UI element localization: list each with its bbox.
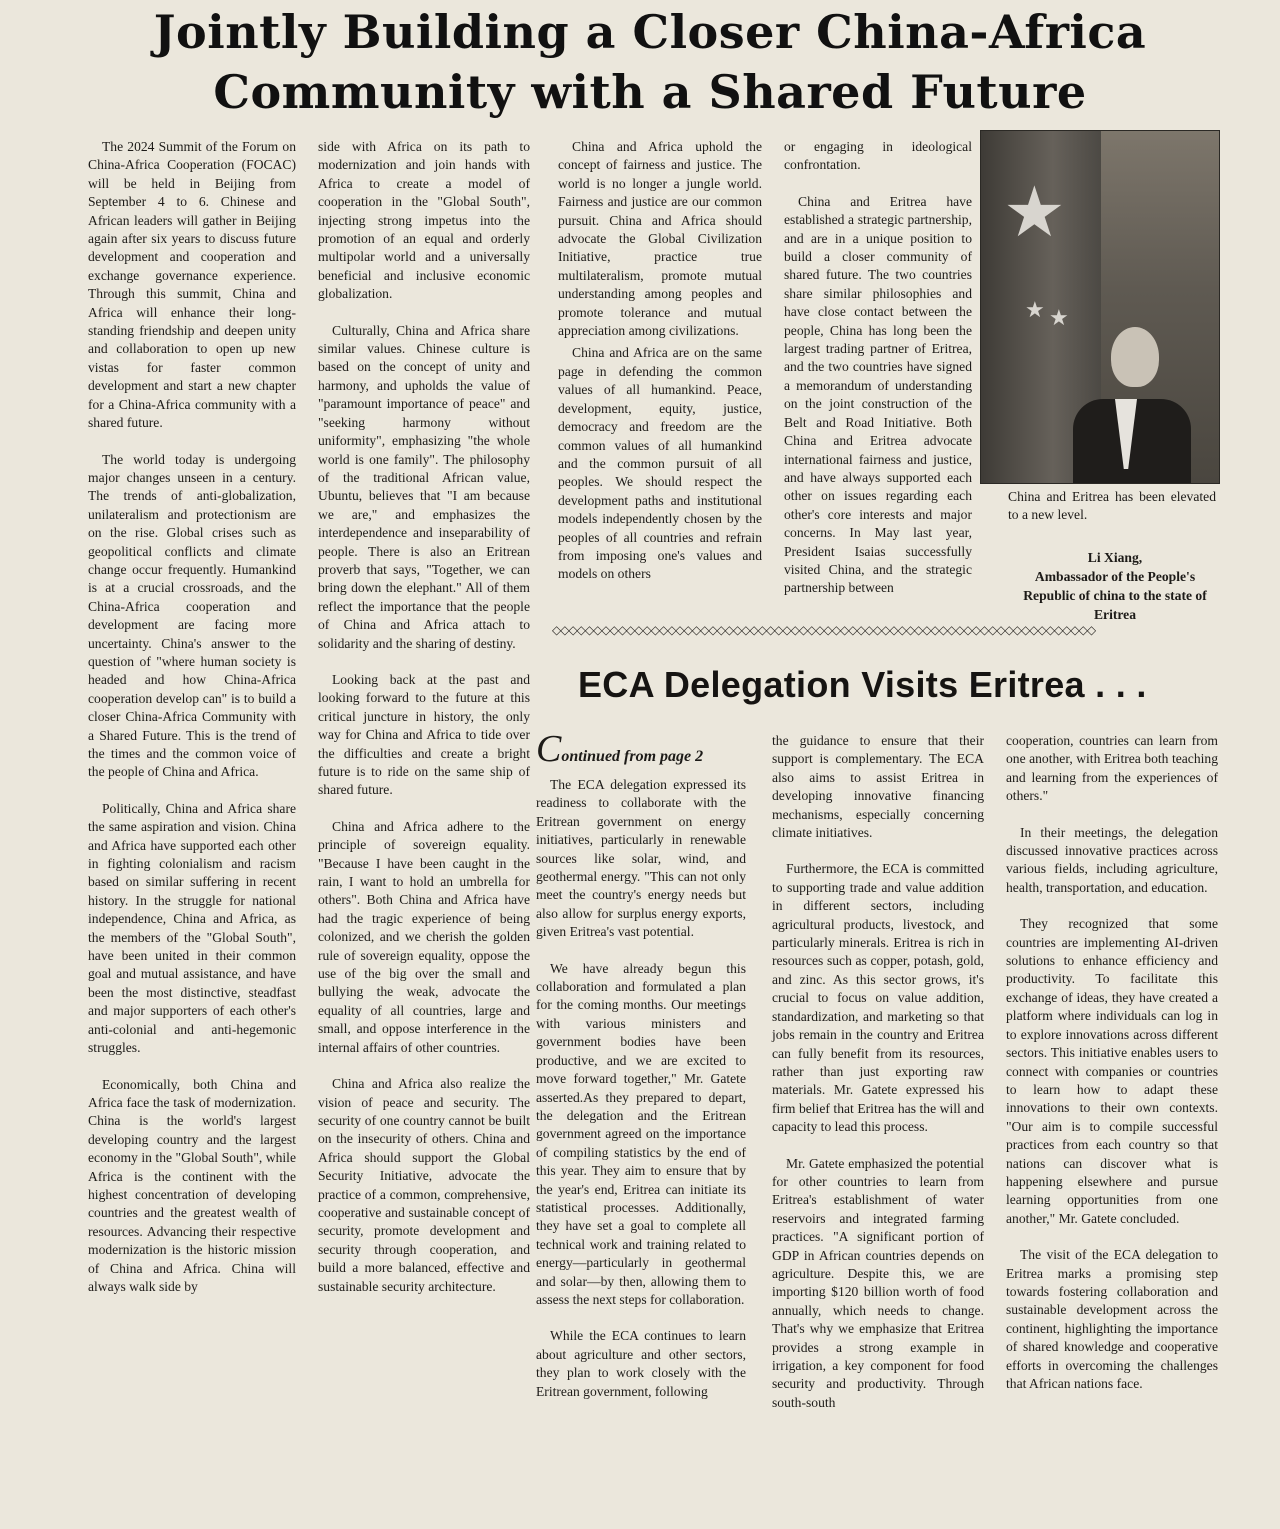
paragraph: Looking back at the past and looking forward to the future at this critical juncture in history, the only way for China and Africa to tide over the difficulties and create a bright future is to ride on the same ship of shared future. <box>318 671 530 798</box>
article1-column-4 <box>784 138 972 598</box>
flag-star-icon: ★ <box>1025 297 1045 322</box>
article1-column-3 <box>558 138 762 584</box>
article2-headline: ECA Delegation Visits Eritrea . . . <box>578 664 1147 705</box>
paragraph: Economically, both China and Africa face the task of modernization. China is the world's largest developing country and the largest economy in the "Global South", while Africa is the continent with the highest concentration of developing countries and the greatest wealth of resources. Advancing their respective modernization is the historic mission of China and Africa. China will always walk side by <box>88 1076 296 1294</box>
article2-column-3 <box>1006 732 1218 1393</box>
paragraph: the guidance to ensure that their support is complementary. The ECA also aims to assist Eritrea in developing innovative financing mechanisms, especially concerning climate initiatives. <box>772 733 984 841</box>
article1-column-1 <box>88 138 296 1296</box>
paragraph: The 2024 Summit of the Forum on China-Africa Cooperation (FOCAC) will be held in Beijing from September 4 to 6. Chinese and African leaders will gather in Beijing again after six years to discuss future development and cooperation and exchange governance experience. Through this summit, China and Africa will enhance their long-standing friendship and deepen unity and collaboration to open up new vistas for faster common development and start a new chapter for a China-Africa community with a shared future. <box>88 139 296 431</box>
paragraph: cooperation, countries can learn from one another, with Eritrea both teaching and learning from the experiences of others." <box>1006 733 1218 804</box>
flag-star-icon: ★ <box>1049 305 1069 330</box>
paragraph: Mr. Gatete emphasized the potential for other countries to learn from Eritrea's establishment of water reservoirs and integrated farming practices. "A significant portion of GDP in African countries depends on agriculture. Despite this, we are importing $120 billion worth of food annually, which needs to change. That's why we emphasize that Eritrea provides a strong example in irrigation, a key component for food security and productivity. Through south-south <box>772 1155 984 1410</box>
paragraph: The world today is undergoing major changes unseen in a century. The trends of anti-globalization, unilateralism and protectionism are on the rise. Global crises such as geopolitical conflicts and climate change occur frequently. Humankind is at a crucial crossroads, and the China-Africa cooperation and development are facing more uncertainty. China's answer to the question of "where human society is headed and how China-Africa cooperation develop can" is to build a closer China-Africa Community with a Shared Future. This is the trend of the times and the common voice of the people of China and Africa. <box>88 451 296 780</box>
paragraph: Furthermore, the ECA is committed to supporting trade and value addition in different sectors, including agricultural products, livestock, and particularly minerals. Eritrea is rich in resources such as copper, potash, gold, and zinc. As this sector grows, it's crucial to focus on value addition, standardization, and marketing so that jobs remain in the country and Eritrea can fully benefit from its resources, rather than just exporting raw materials. Mr. Gatete expressed his firm belief that Eritrea has the will and capacity to lead this process. <box>772 861 984 1135</box>
paragraph: Politically, China and Africa share the same aspiration and vision. China and Africa have supported each other in fighting colonialism and racism based on similar suffering in recent history. In the struggle for national independence, China and Africa, as the members of the "Global South", have been united in their common goal and mutual assistance, and have been the most distinctive, steadfast and major supporters of each other's anti-colonial and anti-hegemonic struggles. <box>88 800 296 1056</box>
paragraph: In their meetings, the delegation discussed innovative practices across various fields, including agriculture, health, transportation, and education. <box>1006 824 1218 895</box>
flag-star-icon: ★ <box>1003 175 1066 252</box>
article1-column-2 <box>318 138 530 1296</box>
paragraph: The visit of the ECA delegation to Eritrea marks a promising step towards fostering collaboration and sustainable development across the continent, highlighting the importance of shared knowledge and cooperative efforts in overcoming the challenges that African nations face. <box>1006 1247 1218 1391</box>
article2-column-1 <box>536 728 746 1401</box>
person-head <box>1111 327 1159 387</box>
paragraph: China and Africa also realize the vision of peace and security. The security of one country cannot be built on the insecurity of others. China and Africa should support the Global Security Initiative, advocate the practice of a common, comprehensive, cooperative and sustainable concept of security, promote development and security through cooperation, and build a more balanced, effective and sustainable security architecture. <box>318 1076 530 1294</box>
paragraph: While the ECA continues to learn about agriculture and other sectors, they plan to work closely with the Eritrean government, following <box>536 1328 746 1399</box>
section-divider: ◇◇◇◇◇◇◇◇◇◇◇◇◇◇◇◇◇◇◇◇◇◇◇◇◇◇◇◇◇◇◇◇◇◇◇◇◇◇◇◇◇◇◇◇◇◇◇◇◇◇◇◇◇◇◇◇◇◇◇◇◇◇◇◇◇◇ <box>552 624 1096 636</box>
paragraph: We have already begun this collaboration and formulated a plan for the coming months. Our meetings with various ministers and government bodies have been productive, and we are excited to move forward together," Mr. Gatete asserted.As they prepared to depart, the delegation and the Eritrean government agreed on the importance of compiling statistics by the end of this year. They aim to ensure that by the year's end, Eritrea can initiate its statistical processes. Additionally, they have set a goal to complete all technical work and training related to energy—particularly in geothermal and solar—by then, allowing them to assess the next steps for collaboration. <box>536 960 746 1307</box>
paragraph: China and Eritrea have established a strategic partnership, and are in a unique position to build a closer community of shared future. The two countries share similar philosophies and have close contact between the people, China has long been the largest trading partner of Eritrea, and the two countries have signed a memorandum of understanding on the joint construction of the Belt and Road Initiative. Both China and Eritrea advocate international fairness and justice, and have always supported each other on issues regarding each other's core interests and major concerns. In May last year, President Isaias successfully visited China, and the strategic partnership between <box>784 193 972 596</box>
headline-line-2: Community with a Shared Future <box>213 65 1087 119</box>
author-signature <box>1010 548 1220 624</box>
ambassador-photo <box>980 130 1220 484</box>
continued-from-label: Continued from page 2 <box>536 728 704 770</box>
headline-line-1: Jointly Building a Closer China-Africa <box>153 5 1147 59</box>
paragraph: side with Africa on its path to modernization and join hands with Africa to create a model of cooperation in the "Global South", injecting strong impetus into the promotion of an equal and orderly multipolar world and a universally beneficial and inclusive economic globalization. <box>318 139 530 302</box>
paragraph: Culturally, China and Africa share similar values. Chinese culture is based on the concept of unity and harmony, and upholds the value of "paramount importance of peace" and "seeking harmony without uniformity", emphasizing "the whole world is one family". The philosophy of the traditional African value, Ubuntu, believes that "I am because we are," and emphasizes the interdependence and inseparability of people. There is also an Eritrean proverb that says, "Together, we can bring down the elephant." All of them reflect the importance that the people of China and Africa attach to solidarity and the sharing of destiny. <box>318 322 530 651</box>
article2-column-2 <box>772 732 984 1412</box>
paragraph: They recognized that some countries are implementing AI-driven solutions to enhance efficiency and productivity. To facilitate this exchange of ideas, they have created a platform where individuals can log in to explore innovations across different sectors. This initiative enables users to connect with companies or countries to learn how to adapt these innovations to their own contexts. "Our aim is to compile successful practices from each country so that nations can discover what is happening elsewhere and pursue learning opportunities from one another," Mr. Gatete concluded. <box>1006 916 1218 1226</box>
paragraph: China and Africa are on the same page in defending the common values of all humankind. Peace, development, equity, justice, democracy and freedom are the common values of all humankind and the common pursuit of all peoples. We should respect the development paths and institutional models independently chosen by the peoples of all countries and refrain from imposing one's values and models on others <box>558 345 762 582</box>
paragraph: or engaging in ideological confrontation. <box>784 139 972 173</box>
paragraph: China and Africa uphold the concept of fairness and justice. The world is no longer a jungle world. Fairness and justice are our common pursuit. China and Africa should advocate the Global Civilization Initiative, practice true multilateralism, promote mutual understanding among peoples and promote tolerance and mutual appreciation among civilizations. <box>558 139 762 339</box>
main-headline <box>60 2 1240 122</box>
paragraph: China and Africa adhere to the principle of sovereign equality. "Because I have been caught in the rain, I want to hold an umbrella for others". Both China and Africa have had the tragic experience of being colonized, and we cherish the golden rule of sovereign equality, oppose the use of the big over the small and bullying the weak, advocate the equality of all countries, large and small, and oppose interference in the internal affairs of other countries. <box>318 818 530 1055</box>
author-name: Li Xiang, <box>1087 550 1143 565</box>
photo-caption: China and Eritrea has been elevated to a new level. <box>1008 489 1216 523</box>
paragraph: The ECA delegation expressed its readiness to collaborate with the Eritrean government on energy initiatives, particularly in renewable sources like solar, wind, and geothermal energy. "This can not only meet the country's energy needs but also allow for surplus energy exports, given Eritrea's vast potential. <box>536 777 746 940</box>
author-title: Ambassador of the People's Republic of china to the state of Eritrea <box>1023 569 1207 622</box>
